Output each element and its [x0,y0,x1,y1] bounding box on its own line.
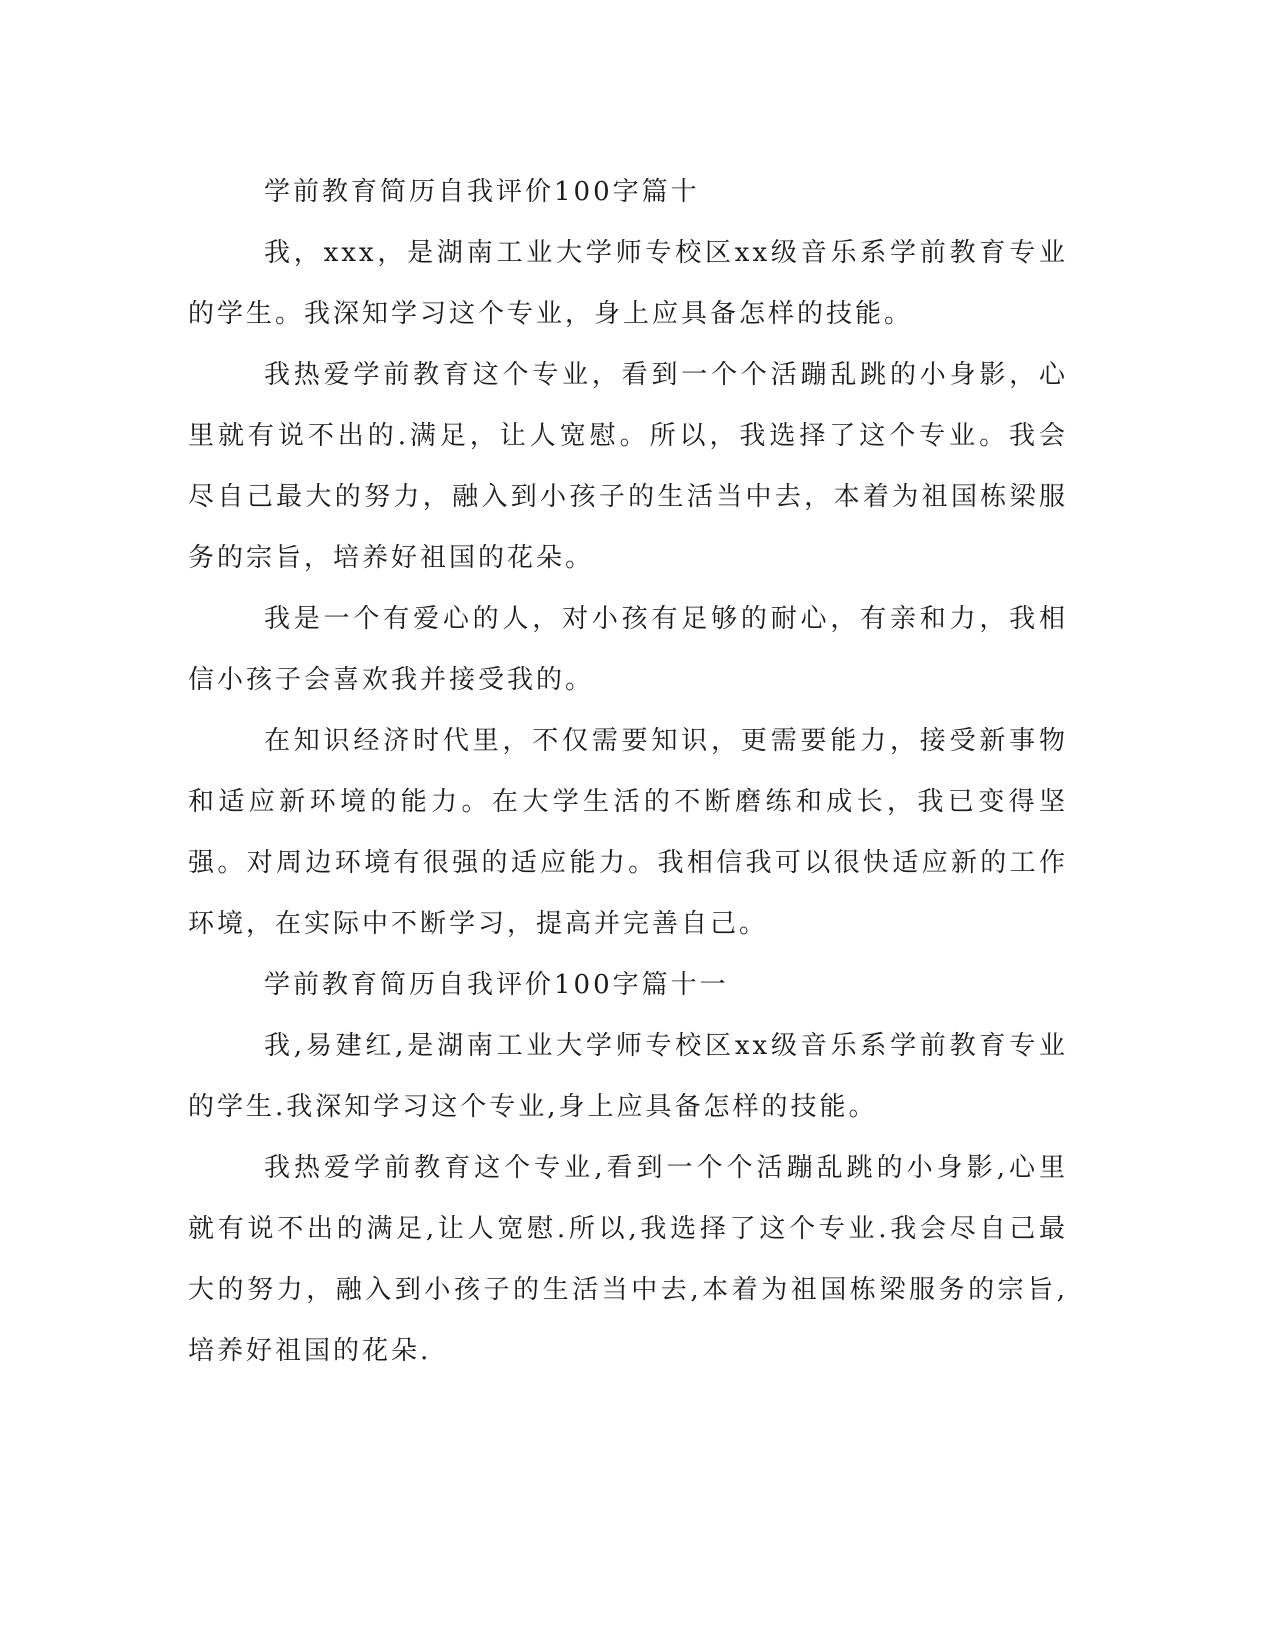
paragraph: 我是一个有爱心的人，对小孩有足够的耐心，有亲和力，我相信小孩子会喜欢我并接受我的。 [188,604,1068,695]
paragraph: 在知识经济时代里，不仅需要知识，更需要能力，接受新事物和适应新环境的能力。在大学生活的不断磨练和成长，我已变得坚强。对周边环境有很强的适应能力。我相信我可以很快适应新的工作环境，在实际中不断学习，提高并完善自己。 [188,726,1068,939]
paragraph: 我,易建红,是湖南工业大学师专校区xx级音乐系学前教育专业的学生.我深知学习这个专业,身上应具备怎样的技能。 [188,1031,1068,1122]
document-body [188,162,1068,1382]
paragraph: 我热爱学前教育这个专业,看到一个个活蹦乱跳的小身影,心里就有说不出的满足,让人宽慰.所以,我选择了这个专业.我会尽自己最大的努力，融入到小孩子的生活当中去,本着为祖国栋梁服务的宗旨,培养好祖国的花朵. [188,1153,1068,1366]
paragraph: 我，xxx，是湖南工业大学师专校区xx级音乐系学前教育专业的学生。我深知学习这个专业，身上应具备怎样的技能。 [188,238,1068,329]
section-heading-11: 学前教育简历自我评价100字篇十一 [264,970,729,1000]
paragraph: 我热爱学前教育这个专业，看到一个个活蹦乱跳的小身影，心里就有说不出的.满足，让人宽慰。所以，我选择了这个专业。我会尽自己最大的努力，融入到小孩子的生活当中去，本着为祖国栋梁服务的宗旨，培养好祖国的花朵。 [188,360,1068,573]
section-heading-10: 学前教育简历自我评价100字篇十 [264,177,700,207]
